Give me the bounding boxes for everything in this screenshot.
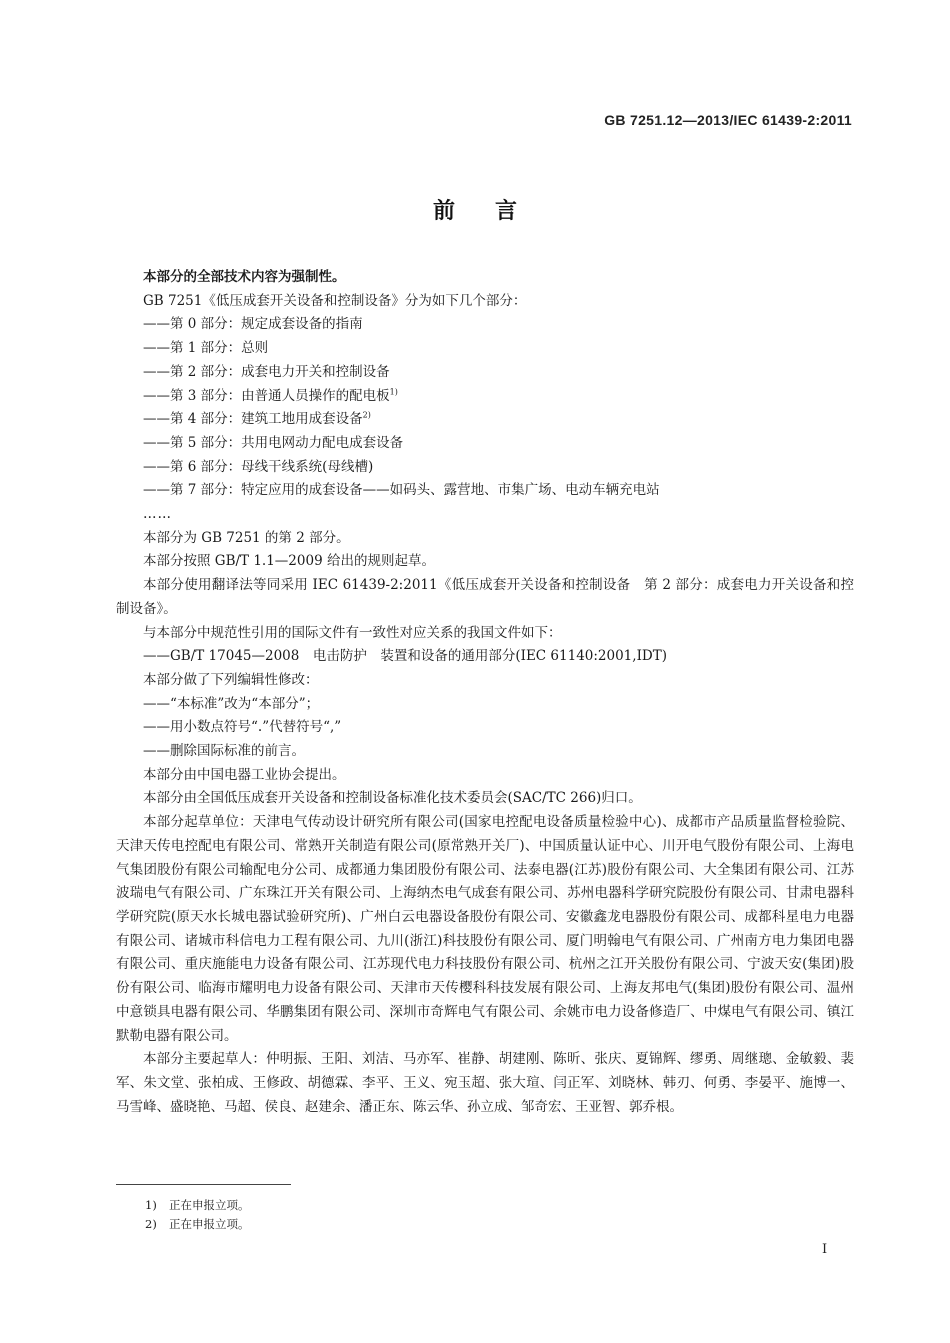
- footnote-item: [145, 1215, 250, 1234]
- paragraph-drafters: 本部分主要起草人：仲明振、王阳、刘洁、马亦军、崔静、胡建刚、陈昕、张庆、夏锦辉、缪勇、周继璁、金敏毅、裴军、朱文堂、张柏成、王修政、胡德霖、李平、王义、宛玉超、张大瑄、闫正军、刘晓林、韩刃、何勇、李晏平、施博一、马雪峰、盛晓艳、马超、侯良、赵建余、潘正东、陈云华、孙立成、邹奇宏、王亚智、郭乔根。: [116, 1051, 854, 1115]
- paragraph-proposed: 本部分由中国电器工业协会提出。: [143, 766, 346, 783]
- page-title: 前言: [432, 199, 557, 224]
- foreword-body: [116, 266, 854, 1119]
- footnote-text: 正在申报立项。: [169, 1217, 250, 1231]
- footnote-text: 正在申报立项。: [169, 1198, 250, 1212]
- part-item: ——第 7 部分：特定应用的成套设备——如码头、露营地、市集广场、电动车辆充电站: [143, 482, 660, 499]
- part-item: ——第 4 部分：建筑工地用成套设备$^{2)}$: [143, 410, 371, 428]
- footnote-ref: 1): [389, 387, 398, 397]
- part-item: ——第 2 部分：成套电力开关和控制设备: [143, 363, 390, 380]
- paragraph-translation: 本部分使用翻译法等同采用 IEC 61439-2:2011《低压成套开关设备和控制设备 第 2 部分：成套电力开关设备和控制设备》。: [116, 577, 854, 617]
- footnote-ref: 2): [362, 410, 371, 420]
- paragraph-technical-committee: 本部分由全国低压成套开关设备和控制设备标准化技术委员会(SAC/TC 266)归口。: [143, 790, 642, 807]
- standard-number-header: GB 7251.12—2013/IEC 61439-2:2011: [604, 112, 852, 128]
- footnote-item: [145, 1196, 250, 1215]
- footnote-number: 2): [145, 1217, 157, 1231]
- footnote-divider: [116, 1184, 291, 1185]
- page-number: I: [822, 1242, 828, 1257]
- edit-item: ——“本标准”改为“本部分”；: [143, 695, 320, 712]
- paragraph-part2: 本部分为 GB 7251 的第 2 部分。: [143, 529, 350, 546]
- paragraph-drafting-units: 本部分起草单位：天津电气传动设计研究所有限公司(国家电控配电设备质量检验中心)、成都市产品质量监督检验院、天津天传电控配电有限公司、常熟开关制造有限公司(原常熟开关厂)、中国质量认证中心、川开电气股份有限公司、上海电气集团股份有限公司输配电分公司、成都通力集团股份有限公司、法泰电器(江苏)股份有限公司、大全集团有限公司、江苏波瑞电气有限公司、广东珠江开关有限公司、上海纳杰电气成套有限公司、苏州电器科学研究院股份有限公司、甘肃电器科学研究院(原天水长城电器试验研究所)、广州白云电器设备股份有限公司、安徽鑫龙电器股份有限公司、成都科星电力电器有限公司、诸城市科信电力工程有限公司、九川(浙江)科技股份有限公司、厦门明翰电气有限公司、广州南方电力集团电器有限公司、重庆施能电力设备有限公司、江苏现代电力科技股份有限公司、杭州之江开关股份有限公司、宁波天安(集团)股份有限公司、临海市耀明电力设备有限公司、天津市天传樱科科技发展有限公司、上海友邦电气(集团)股份有限公司、温州中意锁具电器有限公司、华鹏集团有限公司、深圳市奇辉电气有限公司、余姚市电力设备修造厂、中煤电气有限公司、镇江默勒电器有限公司。: [116, 814, 854, 1044]
- part-item: ——第 6 部分：母线干线系统(母线槽): [143, 458, 374, 475]
- correspondence-item: ——GB/T 17045—2008 电击防护 装置和设备的通用部分(IEC 61140:2001,IDT): [143, 648, 667, 665]
- edit-item: ——用小数点符号“.”代替符号“,”: [143, 719, 342, 736]
- paragraph-correspondence: 与本部分中规范性引用的国际文件有一致性对应关系的我国文件如下：: [143, 624, 562, 641]
- footnote-number: 1): [145, 1198, 157, 1212]
- paragraph-edits: 本部分做了下列编辑性修改：: [143, 671, 319, 688]
- edit-item: ——删除国际标准的前言。: [143, 743, 305, 760]
- parts-intro: GB 7251《低压成套开关设备和控制设备》分为如下几个部分：: [143, 292, 527, 309]
- part-item: ——第 5 部分：共用电网动力配电成套设备: [143, 434, 404, 451]
- part-item: ——第 0 部分：规定成套设备的指南: [143, 316, 363, 333]
- part-item: ——第 1 部分：总则: [143, 340, 269, 357]
- mandatory-statement: 本部分的全部技术内容为强制性。: [143, 269, 346, 285]
- ellipsis: ……: [143, 506, 172, 523]
- footnotes: [145, 1196, 250, 1234]
- part-item: ——第 3 部分：由普通人员操作的配电板$^{1)}$: [143, 387, 398, 404]
- paragraph-rules: 本部分按照 GB/T 1.1—2009 给出的规则起草。: [143, 553, 435, 570]
